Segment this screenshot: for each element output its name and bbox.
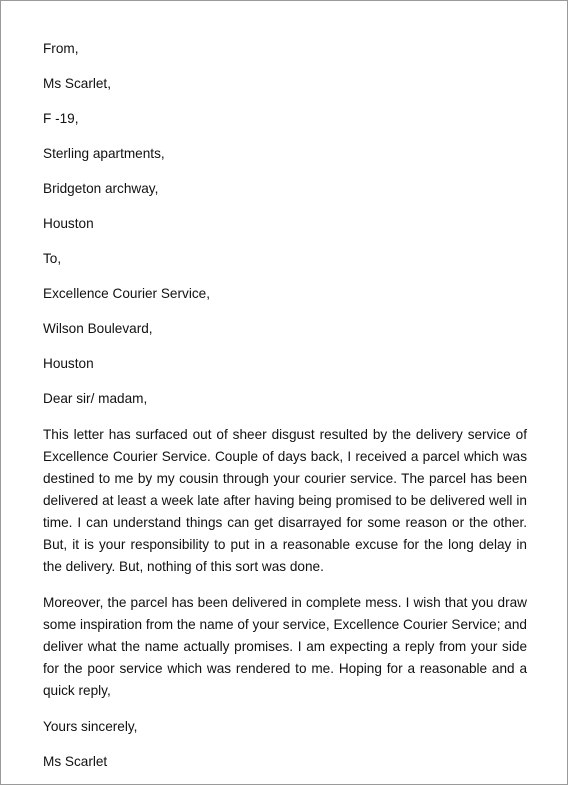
recipient-city: Houston <box>43 356 94 371</box>
sender-city: Houston <box>43 216 94 231</box>
signature: Ms Scarlet <box>43 754 108 769</box>
recipient-street: Wilson Boulevard, <box>43 321 153 336</box>
complaint-letter <box>43 38 527 773</box>
sender-name: Ms Scarlet, <box>43 76 111 91</box>
from-label: From, <box>43 41 79 56</box>
recipient-company: Excellence Courier Service, <box>43 286 210 301</box>
sender-street: Bridgeton archway, <box>43 181 159 196</box>
to-label: To, <box>43 251 62 266</box>
sender-unit: F -19, <box>43 111 79 126</box>
sender-building: Sterling apartments, <box>43 146 165 161</box>
salutation: Dear sir/ madam, <box>43 391 148 406</box>
closing: Yours sincerely, <box>43 719 138 734</box>
body-paragraph-1: This letter has surfaced out of sheer disgust resulted by the delivery service of Excellence Courier Service. Couple of days back, I received a parcel which was destined to me by my cousin through your courier service. The parcel has been delivered at least a week late after having being promised to be delivered well in time. I can understand things can get disarrayed for some reason or the other. But, it is your responsibility to put in a reasonable excuse for the long delay in the delivery. But, nothing of this sort was done. <box>43 427 527 574</box>
body-paragraph-2: Moreover, the parcel has been delivered in complete mess. I wish that you draw some inspiration from the name of your service, Excellence Courier Service; and deliver what the name actually promises. I am expecting a reply from your side for the poor service which was rendered to me. Hoping for a reasonable and a quick reply, <box>43 595 527 698</box>
